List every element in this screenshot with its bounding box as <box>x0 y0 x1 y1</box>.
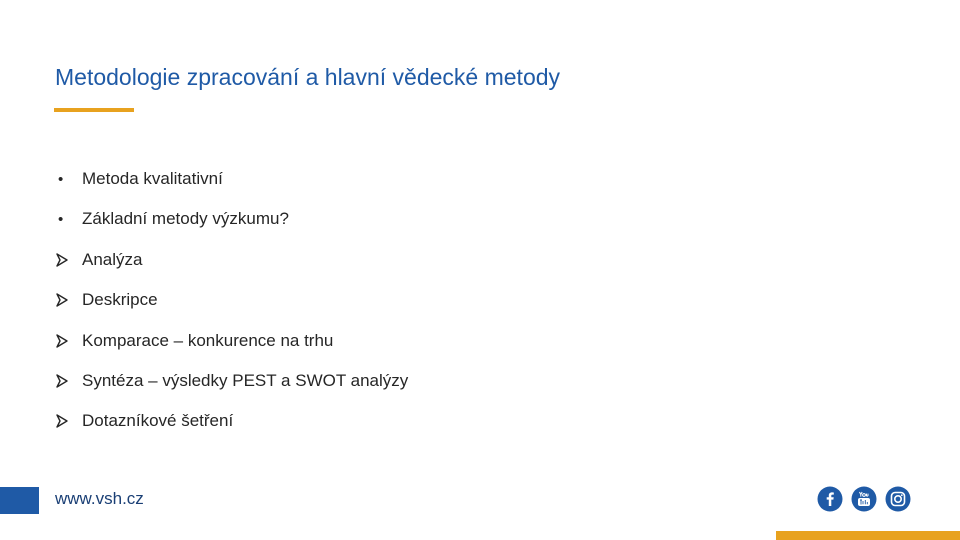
list-item <box>55 330 408 352</box>
slide-title: Metodologie zpracování a hlavní vědecké metody <box>55 64 561 90</box>
title-underline <box>54 108 134 112</box>
content-list <box>55 168 408 451</box>
arrow-bullet-icon <box>55 334 82 348</box>
bullet-icon: • <box>58 210 64 228</box>
list-item <box>55 289 408 311</box>
youtube-icon[interactable] <box>851 486 877 512</box>
arrow-bullet-icon <box>55 253 82 267</box>
website-link[interactable]: www.vsh.cz <box>55 489 144 508</box>
arrow-bullet-icon <box>55 293 82 307</box>
list-item <box>55 168 408 190</box>
arrow-bullet-icon <box>55 374 82 388</box>
list-item <box>55 208 408 230</box>
list-item-text: Analýza <box>82 249 143 269</box>
list-item-text: Komparace – konkurence na trhu <box>82 330 334 350</box>
instagram-icon[interactable] <box>885 486 911 512</box>
list-item-text: Základní metody výzkumu? <box>82 209 289 229</box>
list-item <box>55 370 408 392</box>
list-item-text: Deskripce <box>82 290 158 310</box>
list-item-text: Dotazníkové šetření <box>82 411 234 431</box>
list-item <box>55 410 408 432</box>
footer-orange-bar <box>776 531 960 540</box>
arrow-bullet-icon <box>55 414 82 428</box>
footer-blue-block <box>0 487 39 514</box>
list-item-text: Syntéza – výsledky PEST a SWOT analýzy <box>82 370 409 390</box>
bullet-icon: • <box>58 170 64 188</box>
facebook-icon[interactable] <box>817 486 843 512</box>
list-item <box>55 249 408 271</box>
list-item-text: Metoda kvalitativní <box>82 169 223 188</box>
